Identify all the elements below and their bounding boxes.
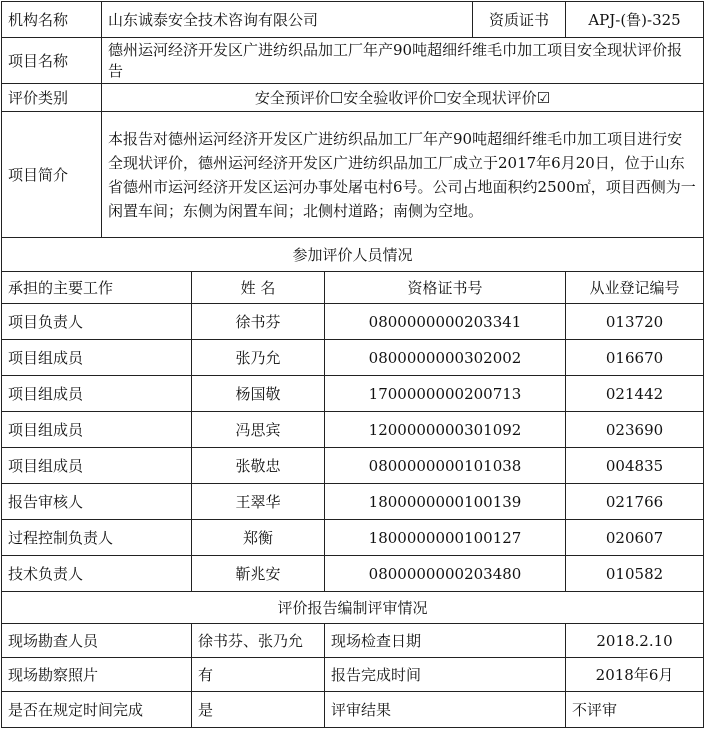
review-value: 2018年6月 (566, 658, 704, 692)
personnel-cert: 1200000000301092 (325, 412, 566, 448)
personnel-role: 项目组成员 (2, 340, 192, 376)
personnel-role: 过程控制负责人 (2, 520, 192, 556)
personnel-role: 项目组成员 (2, 412, 192, 448)
personnel-reg: 016670 (566, 340, 704, 376)
cert-value: APJ-(鲁)-325 (566, 2, 704, 38)
category-label: 评价类别 (2, 84, 102, 112)
personnel-section-row (2, 238, 704, 272)
summary-label: 项目简介 (2, 112, 102, 238)
personnel-role: 项目组成员 (2, 376, 192, 412)
review-row (2, 692, 704, 728)
header-reg: 从业登记编号 (566, 272, 704, 304)
personnel-header-row (2, 272, 704, 304)
personnel-cert: 0800000000302002 (325, 340, 566, 376)
personnel-row (2, 520, 704, 556)
personnel-role: 项目组成员 (2, 448, 192, 484)
header-name: 姓 名 (192, 272, 325, 304)
project-row (2, 38, 704, 84)
project-value: 德州运河经济开发区广进纺织品加工厂年产90吨超细纤维毛巾加工项目安全现状评价报告 (102, 38, 704, 84)
personnel-reg: 013720 (566, 304, 704, 340)
review-label: 评审结果 (325, 692, 566, 728)
header-cert: 资格证书号 (325, 272, 566, 304)
review-label: 是否在规定时间完成 (2, 692, 192, 728)
personnel-cert: 0800000000203480 (325, 556, 566, 592)
org-label: 机构名称 (2, 2, 102, 38)
cert-label: 资质证书 (473, 2, 566, 38)
review-label: 现场检查日期 (325, 624, 566, 658)
category-value: 安全预评价☐安全验收评价☐安全现状评价☑ (102, 84, 704, 112)
review-value: 2018.2.10 (566, 624, 704, 658)
personnel-role: 技术负责人 (2, 556, 192, 592)
personnel-name: 王翠华 (192, 484, 325, 520)
review-label: 现场勘察照片 (2, 658, 192, 692)
review-row (2, 658, 704, 692)
review-value: 不评审 (566, 692, 704, 728)
evaluation-report-form (1, 1, 703, 747)
personnel-name: 张敬忠 (192, 448, 325, 484)
review-value: 有 (192, 658, 325, 692)
personnel-row (2, 556, 704, 592)
summary-row (2, 112, 704, 238)
header-role: 承担的主要工作 (2, 272, 192, 304)
personnel-row (2, 484, 704, 520)
personnel-cert: 1700000000200713 (325, 376, 566, 412)
personnel-row (2, 448, 704, 484)
personnel-cert: 1800000000100139 (325, 484, 566, 520)
review-section-title: 评价报告编制评审情况 (2, 592, 704, 624)
info-table (1, 1, 704, 728)
personnel-reg: 010582 (566, 556, 704, 592)
personnel-name: 靳兆安 (192, 556, 325, 592)
personnel-row (2, 376, 704, 412)
review-value: 徐书芬、张乃允 (192, 624, 325, 658)
personnel-reg: 021766 (566, 484, 704, 520)
personnel-reg: 004835 (566, 448, 704, 484)
personnel-reg: 023690 (566, 412, 704, 448)
review-section-row (2, 592, 704, 624)
summary-value: 本报告对德州运河经济开发区广进纺织品加工厂年产90吨超细纤维毛巾加工项目进行安全现状评价，德州运河经济开发区广进纺织品加工厂成立于2017年6月20日，位于山东省德州市运河经济开发区运河办事处屠屯村6号。公司占地面积约2500㎡，项目西侧为一闲置车间；东侧为闲置车间；北侧村道路；南侧为空地。 (102, 112, 704, 238)
personnel-reg: 020607 (566, 520, 704, 556)
review-row (2, 624, 704, 658)
personnel-name: 徐书芬 (192, 304, 325, 340)
personnel-row (2, 304, 704, 340)
personnel-row (2, 412, 704, 448)
personnel-role: 项目负责人 (2, 304, 192, 340)
org-value: 山东诚泰安全技术咨询有限公司 (102, 2, 473, 38)
category-row (2, 84, 704, 112)
project-label: 项目名称 (2, 38, 102, 84)
review-label: 报告完成时间 (325, 658, 566, 692)
personnel-name: 郑衡 (192, 520, 325, 556)
personnel-cert: 0800000000101038 (325, 448, 566, 484)
personnel-name: 冯思宾 (192, 412, 325, 448)
personnel-cert: 1800000000100127 (325, 520, 566, 556)
personnel-reg: 021442 (566, 376, 704, 412)
org-row (2, 2, 704, 38)
personnel-row (2, 340, 704, 376)
personnel-name: 杨国敬 (192, 376, 325, 412)
review-label: 现场勘查人员 (2, 624, 192, 658)
personnel-cert: 0800000000203341 (325, 304, 566, 340)
personnel-role: 报告审核人 (2, 484, 192, 520)
personnel-name: 张乃允 (192, 340, 325, 376)
review-value: 是 (192, 692, 325, 728)
personnel-section-title: 参加评价人员情况 (2, 238, 704, 272)
